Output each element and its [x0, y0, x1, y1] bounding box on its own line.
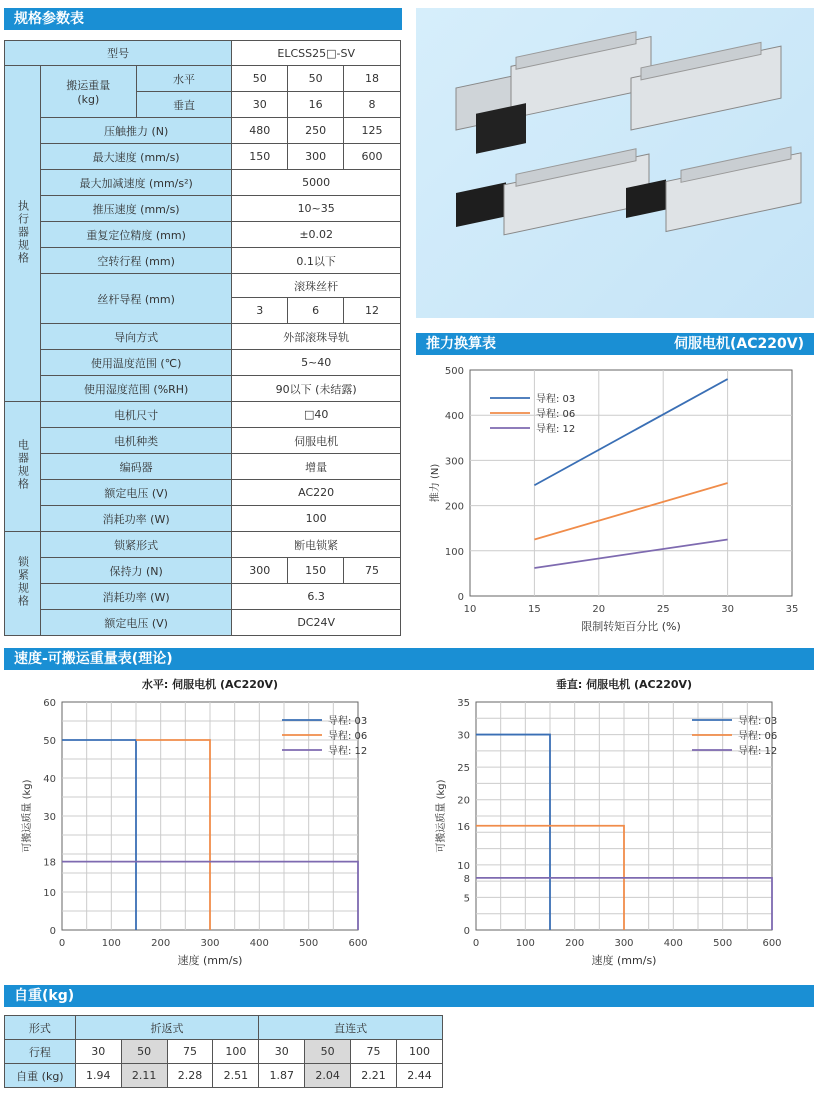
x-tick-label: 300 — [200, 938, 220, 949]
y-tick-label: 60 — [43, 698, 56, 709]
cell: 600 — [344, 144, 401, 170]
motor-type-label: 电机种类 — [40, 428, 231, 454]
weight-table — [4, 1015, 443, 1088]
cell: 2.28 — [167, 1064, 213, 1088]
y-tick-label: 0 — [457, 592, 464, 603]
speed-label: 最大速度 (mm/s) — [40, 144, 231, 170]
cell: 5~40 — [232, 350, 401, 376]
cell: 0.1以下 — [232, 248, 401, 274]
horizontal-label: 水平 — [136, 66, 232, 92]
legend-label: 导程: 03 — [738, 716, 778, 727]
y-tick-label: 20 — [457, 795, 470, 807]
x-tick-label: 100 — [515, 938, 535, 949]
model-label: 型号 — [5, 41, 232, 66]
cell: 125 — [344, 118, 401, 144]
hum-label: 使用湿度范围 (%RH) — [40, 376, 231, 402]
x-tick-label: 200 — [151, 938, 171, 949]
cell: 2.44 — [397, 1064, 443, 1088]
cell: 2.04 — [305, 1064, 351, 1088]
legend-label: 导程: 03 — [536, 394, 576, 405]
legend-label: 导程: 03 — [328, 716, 368, 727]
cell: 300 — [232, 558, 288, 584]
x-tick-label: 0 — [472, 938, 480, 949]
lock-power-label: 消耗功率 (W) — [40, 584, 231, 610]
y-tick-label: 300 — [444, 456, 464, 468]
y-axis-label: 可搬运质量 (kg) — [22, 779, 33, 853]
x-tick-label: 10 — [463, 604, 477, 615]
legend-label: 导程: 06 — [328, 731, 368, 742]
y-tick-label: 10 — [43, 888, 56, 899]
cell: 16 — [288, 92, 344, 118]
stroke-label: 行程 — [5, 1040, 76, 1064]
cell: 50 — [121, 1040, 167, 1064]
thrust-header — [416, 333, 814, 355]
y-tick-label: 500 — [444, 366, 464, 377]
plot-area — [470, 370, 792, 596]
cell: 300 — [288, 144, 344, 170]
group-electric: 电器规格 — [5, 402, 41, 532]
fold-label: 折返式 — [75, 1016, 259, 1040]
cell: 100 — [232, 506, 401, 532]
y-tick-label: 8 — [463, 873, 470, 885]
y-tick-label: 400 — [444, 411, 464, 423]
actuator-illustration — [416, 8, 814, 318]
cell: 250 — [288, 118, 344, 144]
x-axis-label: 限制转矩百分比 (%) — [581, 620, 681, 633]
legend-label: 导程: 12 — [738, 746, 778, 757]
idle-label: 空转行程 (mm) — [40, 248, 231, 274]
vertical-speed-chart — [414, 672, 814, 977]
push-label: 推压速度 (mm/s) — [40, 196, 231, 222]
x-tick-label: 200 — [565, 938, 585, 949]
y-tick-label: 35 — [457, 698, 470, 709]
x-tick-label: 500 — [299, 938, 319, 949]
y-tick-label: 0 — [49, 926, 56, 937]
cell: 1.94 — [75, 1064, 121, 1088]
y-tick-label: 100 — [444, 546, 464, 558]
lead-label: 丝杆导程 (mm) — [40, 274, 231, 324]
x-tick-label: 600 — [762, 938, 782, 949]
cell: 10~35 — [232, 196, 401, 222]
cell: 30 — [259, 1040, 305, 1064]
x-tick-label: 35 — [785, 604, 799, 615]
cell: 6 — [288, 298, 344, 324]
cell: 75 — [351, 1040, 397, 1064]
x-tick-label: 400 — [249, 938, 269, 949]
cell: 30 — [75, 1040, 121, 1064]
group-lock: 锁紧规格 — [5, 532, 41, 636]
thrust-chart — [418, 358, 814, 636]
legend-label: 导程: 06 — [738, 731, 778, 742]
cell: 8 — [344, 92, 401, 118]
cell: 100 — [397, 1040, 443, 1064]
x-tick-label: 600 — [348, 938, 368, 949]
y-tick-label: 50 — [43, 736, 56, 747]
cell: □40 — [232, 402, 401, 428]
cell: 50 — [305, 1040, 351, 1064]
y-tick-label: 30 — [43, 812, 56, 823]
cell: 5000 — [232, 170, 401, 196]
y-tick-label: 25 — [457, 763, 470, 775]
hold-label: 保持力 (N) — [40, 558, 231, 584]
y-tick-label: 5 — [463, 893, 470, 905]
chart-title: 垂直: 伺服电机 (AC220V) — [555, 678, 693, 691]
horizontal-speed-chart — [4, 672, 404, 977]
encoder-label: 编码器 — [40, 454, 231, 480]
model-value: ELCSS25□-SV — [232, 41, 401, 66]
cell: 100 — [213, 1040, 259, 1064]
accel-label: 最大加减速度 (mm/s²) — [40, 170, 231, 196]
y-axis-label: 推力 (N) — [430, 463, 441, 503]
x-tick-label: 15 — [528, 604, 541, 615]
temp-label: 使用温度范围 (℃) — [40, 350, 231, 376]
y-axis-label: 可搬运质量 (kg) — [436, 779, 447, 853]
y-tick-label: 0 — [463, 926, 470, 937]
legend-label: 导程: 12 — [536, 424, 576, 435]
cell: DC24V — [232, 610, 401, 636]
lock-type-label: 锁紧形式 — [40, 532, 231, 558]
cell: 12 — [344, 298, 401, 324]
cell: 3 — [232, 298, 288, 324]
cell: 伺服电机 — [232, 428, 401, 454]
straight-label: 直连式 — [259, 1016, 443, 1040]
x-tick-label: 100 — [101, 938, 121, 949]
cell: 滚珠丝杆 — [232, 274, 401, 298]
cell: 30 — [232, 92, 288, 118]
spec-table — [4, 40, 401, 636]
x-tick-label: 300 — [614, 938, 634, 949]
cell: 150 — [232, 144, 288, 170]
y-tick-label: 18 — [43, 857, 56, 869]
volt-label: 额定电压 (V) — [40, 480, 231, 506]
cell: 2.11 — [121, 1064, 167, 1088]
thrust-motor: 伺服电机(AC220V) — [674, 336, 804, 352]
product-photo — [416, 8, 814, 318]
cell: 150 — [288, 558, 344, 584]
thrust-title: 推力换算表 — [426, 336, 496, 352]
x-axis-label: 速度 (mm/s) — [177, 954, 243, 967]
cell: 外部滚珠导轨 — [232, 324, 401, 350]
power-label: 消耗功率 (W) — [40, 506, 231, 532]
cell: 6.3 — [232, 584, 401, 610]
form-label: 形式 — [5, 1016, 76, 1040]
cell: 增量 — [232, 454, 401, 480]
cell: 75 — [344, 558, 401, 584]
weight-header: 自重(kg) — [4, 985, 814, 1007]
cell: 50 — [288, 66, 344, 92]
y-tick-label: 16 — [457, 821, 470, 833]
guide-label: 导向方式 — [40, 324, 231, 350]
y-tick-label: 200 — [444, 501, 464, 513]
x-tick-label: 25 — [656, 604, 670, 615]
x-tick-label: 0 — [58, 938, 66, 949]
cell: 50 — [232, 66, 288, 92]
press-label: 压触推力 (N) — [40, 118, 231, 144]
cell: 75 — [167, 1040, 213, 1064]
x-tick-label: 30 — [721, 604, 734, 615]
load-label: 搬运重量 (kg) — [40, 66, 136, 118]
cell: 2.21 — [351, 1064, 397, 1088]
legend-label: 导程: 06 — [536, 409, 576, 420]
group-actuator: 执行器规格 — [5, 66, 41, 402]
x-axis-label: 速度 (mm/s) — [591, 954, 657, 967]
x-tick-label: 20 — [592, 604, 606, 615]
vertical-label: 垂直 — [136, 92, 232, 118]
cell: 1.87 — [259, 1064, 305, 1088]
cell: 480 — [232, 118, 288, 144]
cell: 18 — [344, 66, 401, 92]
chart-title: 水平: 伺服电机 (AC220V) — [141, 678, 279, 691]
lock-volt-label: 额定电压 (V) — [40, 610, 231, 636]
x-tick-label: 500 — [713, 938, 733, 949]
cell: ±0.02 — [232, 222, 401, 248]
x-tick-label: 400 — [663, 938, 683, 949]
repeat-label: 重复定位精度 (mm) — [40, 222, 231, 248]
legend-label: 导程: 12 — [328, 746, 368, 757]
speed-header: 速度-可搬运重量表(理论) — [4, 648, 814, 670]
cell: AC220 — [232, 480, 401, 506]
cell: 2.51 — [213, 1064, 259, 1088]
y-tick-label: 30 — [457, 730, 470, 742]
spec-header: 规格参数表 — [4, 8, 402, 30]
y-tick-label: 40 — [43, 774, 56, 785]
weight-label: 自重 (kg) — [5, 1064, 76, 1088]
y-tick-label: 10 — [457, 860, 470, 872]
motor-size-label: 电机尺寸 — [40, 402, 231, 428]
cell: 90以下 (未结露) — [232, 376, 401, 402]
cell: 断电锁紧 — [232, 532, 401, 558]
